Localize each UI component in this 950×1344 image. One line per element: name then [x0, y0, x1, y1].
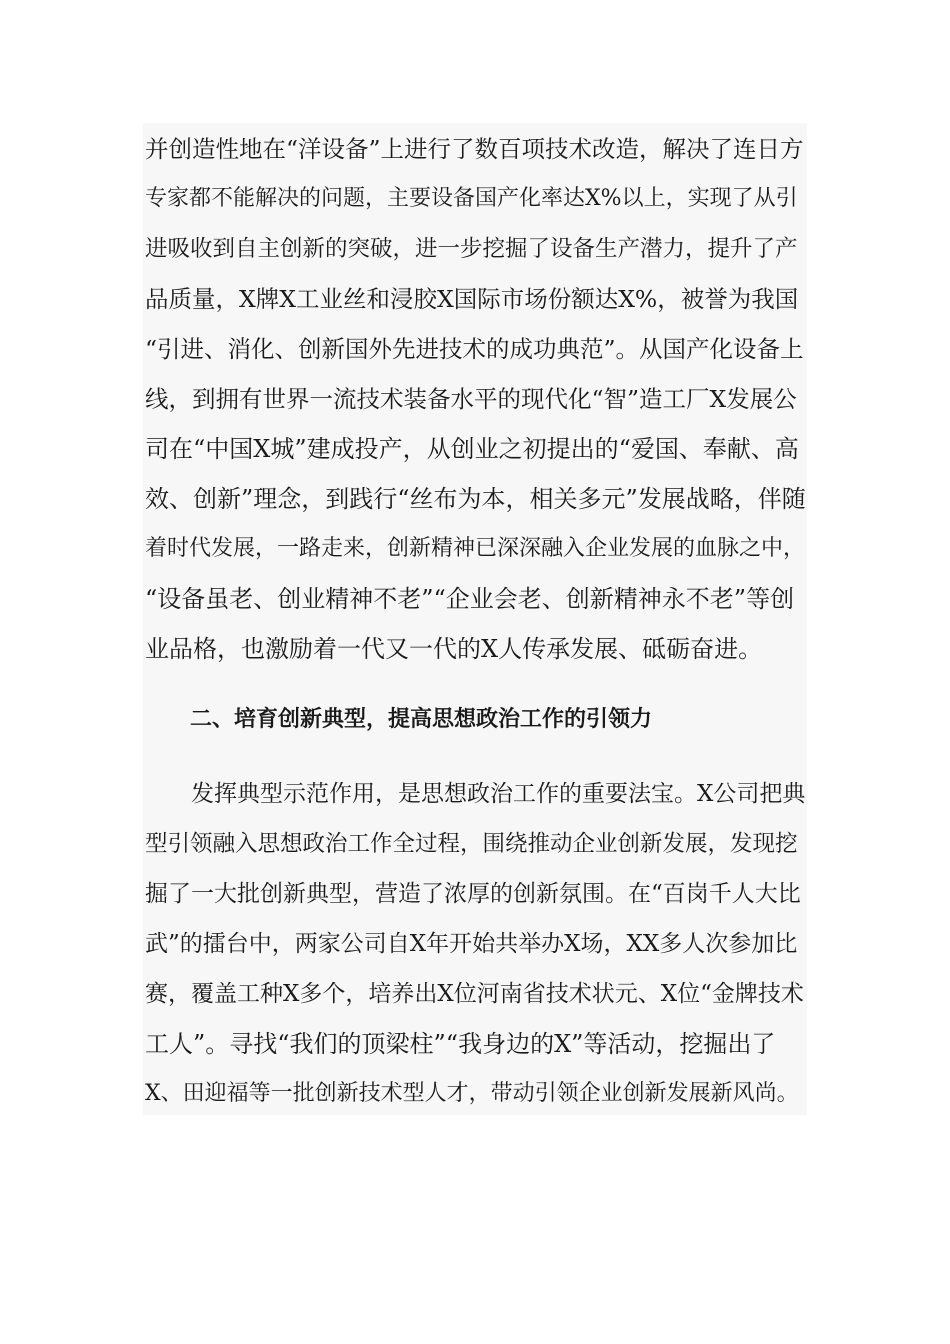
- paragraph-line: 进吸收到自主创新的突破，进一步挖掘了设备生产潜力，提升了产: [145, 236, 798, 262]
- paragraph-line: 着时代发展，一路走来，创新精神已深深融入企业发展的血脉之中，: [145, 536, 806, 561]
- paragraph-line: 专家都不能解决的问题，主要设备国产化率达X%以上，实现了从引: [145, 186, 798, 211]
- paragraph-line: 型引领融入思想政治工作全过程，围绕推动企业创新发展，发现挖: [145, 831, 798, 857]
- paragraph-line: 品质量，X牌X工业丝和浸胶X国际市场份额达X%，被誉为我国: [145, 285, 799, 313]
- section-heading: 二、培育创新典型，提高思想政治工作的引领力: [190, 707, 653, 732]
- paragraph-line: X、田迎福等一批创新技术型人才，带动引领企业创新发展新风尚。: [145, 1081, 799, 1106]
- paragraph-line: 武”的擂台中，两家公司自X年开始共举办X场，XX多人次参加比: [145, 931, 798, 957]
- paragraph-line: 赛，覆盖工种X多个，培养出X位河南省技术状元、X位“金牌技术: [145, 981, 804, 1007]
- paragraph-line: 业品格，也激励着一代又一代的X人传承发展、砥砺奋进。: [145, 635, 763, 663]
- paragraph-line: 并创造性地在“洋设备”上进行了数百项技术改造，解决了连日方: [145, 135, 804, 163]
- paragraph-line: 司在“中国X城”建成投产，从创业之初提出的“爱国、奉献、高: [145, 435, 799, 463]
- paragraph-line: 效、创新”理念，到践行“丝布为本，相关多元”发展战略，伴随: [145, 485, 806, 513]
- paragraph-line: 工人”。寻找“我们的顶梁柱”“我身边的X”等活动，挖掘出了: [145, 1030, 776, 1058]
- paragraph-line: 发挥典型示范作用，是思想政治工作的重要法宝。X公司把典: [191, 781, 806, 807]
- paragraph-line: 线，到拥有世界一流技术装备水平的现代化“智”造工厂X发展公: [145, 385, 797, 413]
- paragraph-line: “设备虽老、创业精神不老”“企业会老、创新精神永不老”等创: [145, 585, 795, 613]
- paragraph-line: 掘了一大批创新典型，营造了浓厚的创新氛围。在“百岗千人大比: [145, 881, 801, 907]
- paragraph-line: “引进、消化、创新国外先进技术的成功典范”。从国产化设备上: [145, 335, 804, 363]
